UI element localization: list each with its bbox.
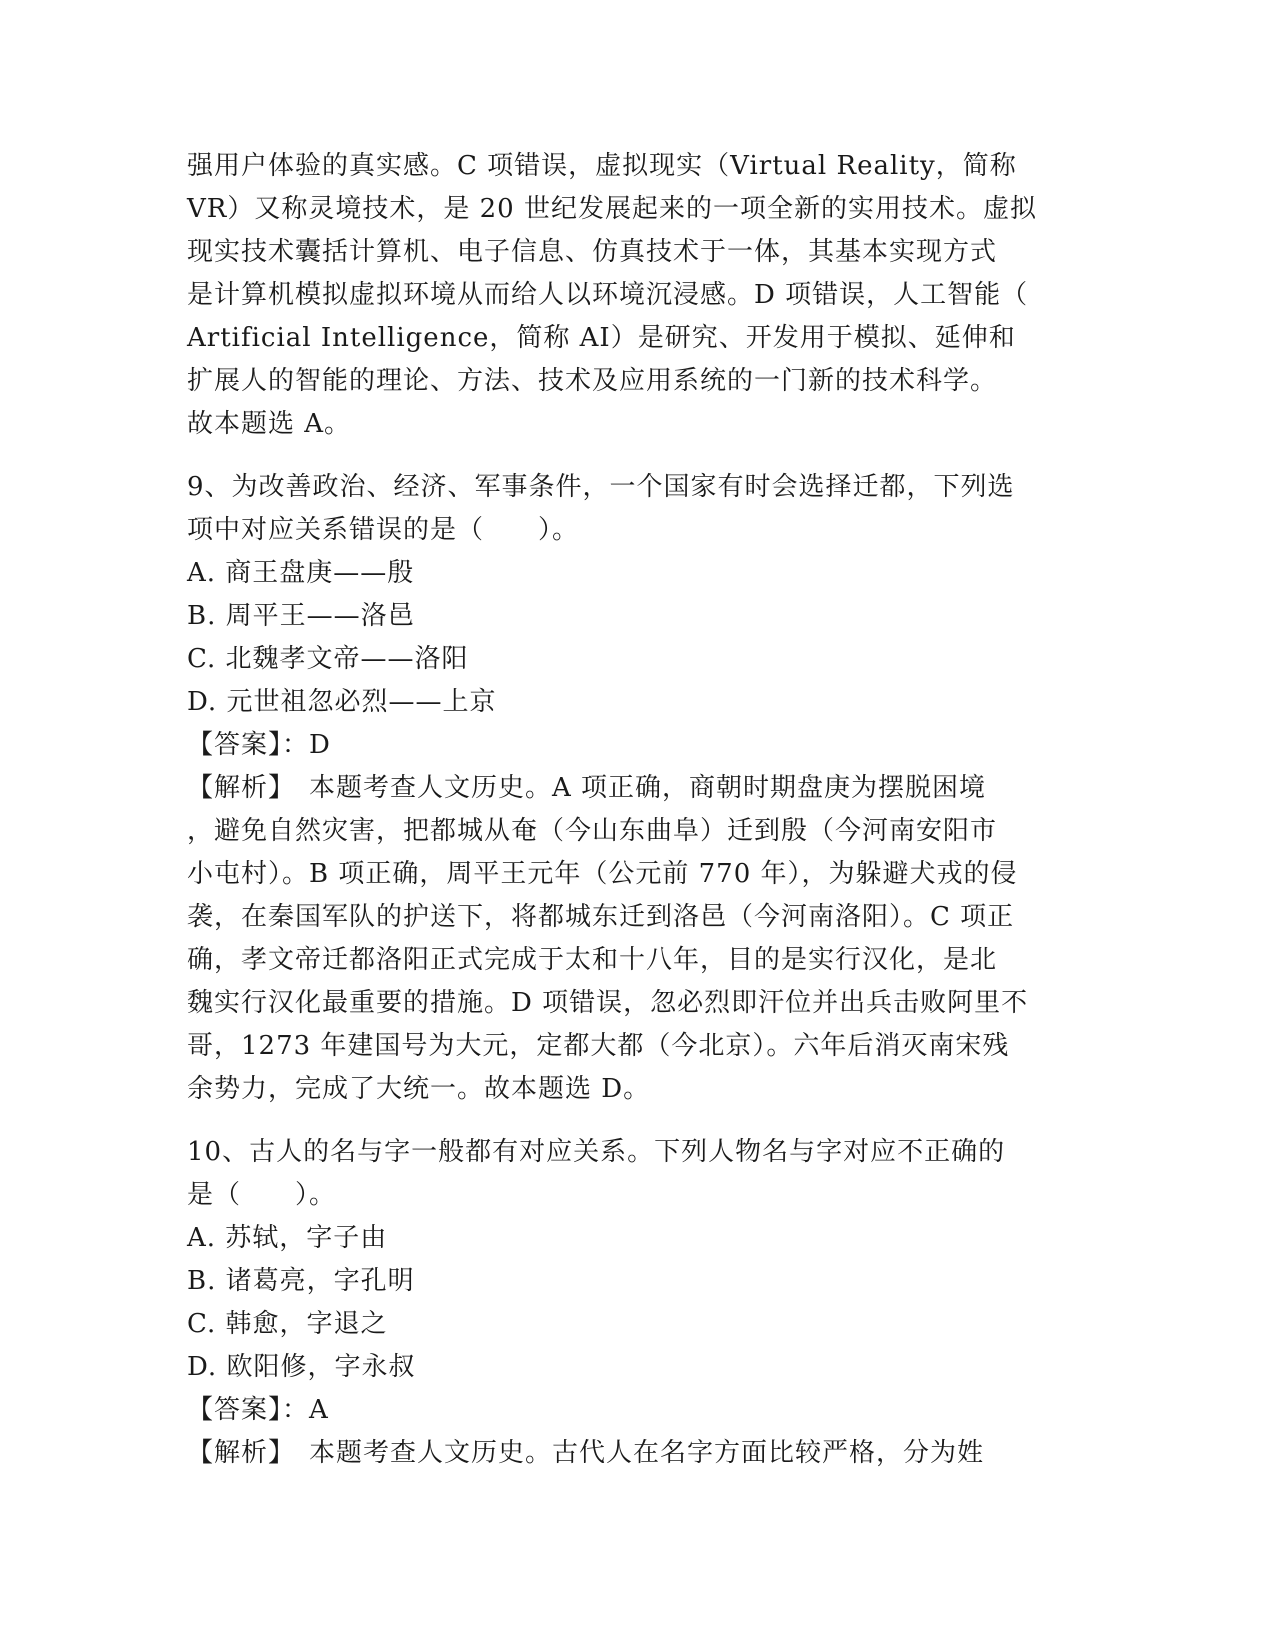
analysis-line: 余势力，完成了大统一。故本题选 D。	[187, 1074, 651, 1104]
question-stem: 项中对应关系错误的是（ ）。	[187, 515, 580, 545]
analysis-line: 确，孝文帝迁都洛阳正式完成于太和十八年，目的是实行汉化，是北	[187, 945, 998, 975]
option-b: B. 诸葛亮，字孔明	[187, 1266, 415, 1296]
question-stem: 10、古人的名与字一般都有对应关系。下列人物名与字对应不正确的	[187, 1137, 1006, 1167]
question-stem: 是（ ）。	[187, 1180, 337, 1210]
text-line: VR）又称灵境技术，是 20 世纪发展起来的一项全新的实用技术。虚拟	[187, 194, 1037, 224]
text-line: Artificial Intelligence，简称 AI）是研究、开发用于模拟、延伸和	[187, 323, 1016, 353]
text-line: 强用户体验的真实感。C 项错误，虚拟现实（Virtual Reality，简称	[187, 151, 1017, 181]
analysis-line: 魏实行汉化最重要的措施。D 项错误，忽必烈即汗位并出兵击败阿里不	[187, 988, 1029, 1018]
option-b: B. 周平王——洛邑	[187, 601, 415, 631]
analysis-line: 小屯村）。B 项正确，周平王元年（公元前 770 年），为躲避犬戎的侵	[187, 859, 1018, 889]
option-c: C. 韩愈，字退之	[187, 1309, 388, 1339]
option-a: A. 苏轼，字子由	[187, 1223, 388, 1253]
option-d: D. 欧阳修，字永叔	[187, 1352, 416, 1382]
document-page	[187, 145, 1087, 1475]
analysis-line: 袭，在秦国军队的护送下，将都城东迁到洛邑（今河南洛阳）。C 项正	[187, 902, 1015, 932]
question-9	[187, 466, 1087, 1111]
previous-analysis-continuation	[187, 145, 1087, 446]
text-line: 是计算机模拟虚拟环境从而给人以环境沉浸感。D 项错误，人工智能（	[187, 280, 1029, 310]
analysis-line: 【解析】 本题考查人文历史。古代人在名字方面比较严格，分为姓	[187, 1438, 985, 1468]
answer: 【答案】：D	[187, 730, 331, 760]
spacer	[187, 446, 1087, 466]
analysis-line: 【解析】 本题考查人文历史。A 项正确，商朝时期盘庚为摆脱困境	[187, 773, 987, 803]
text-line: 扩展人的智能的理论、方法、技术及应用系统的一门新的技术科学。	[187, 366, 998, 396]
spacer	[187, 1111, 1087, 1131]
analysis-line: ，避免自然灾害，把都城从奄（今山东曲阜）迁到殷（今河南安阳市	[187, 816, 998, 846]
text-line: 现实技术囊括计算机、电子信息、仿真技术于一体，其基本实现方式	[187, 237, 998, 267]
question-10	[187, 1131, 1087, 1475]
text-line: 故本题选 A。	[187, 409, 352, 439]
answer: 【答案】：A	[187, 1395, 329, 1425]
option-a: A. 商王盘庚——殷	[187, 558, 415, 588]
option-c: C. 北魏孝文帝——洛阳	[187, 644, 469, 674]
option-d: D. 元世祖忽必烈——上京	[187, 687, 497, 717]
question-stem: 9、为改善政治、经济、军事条件，一个国家有时会选择迁都，下列选	[187, 472, 1015, 502]
analysis-line: 哥，1273 年建国号为大元，定都大都（今北京）。六年后消灭南宋残	[187, 1031, 1010, 1061]
